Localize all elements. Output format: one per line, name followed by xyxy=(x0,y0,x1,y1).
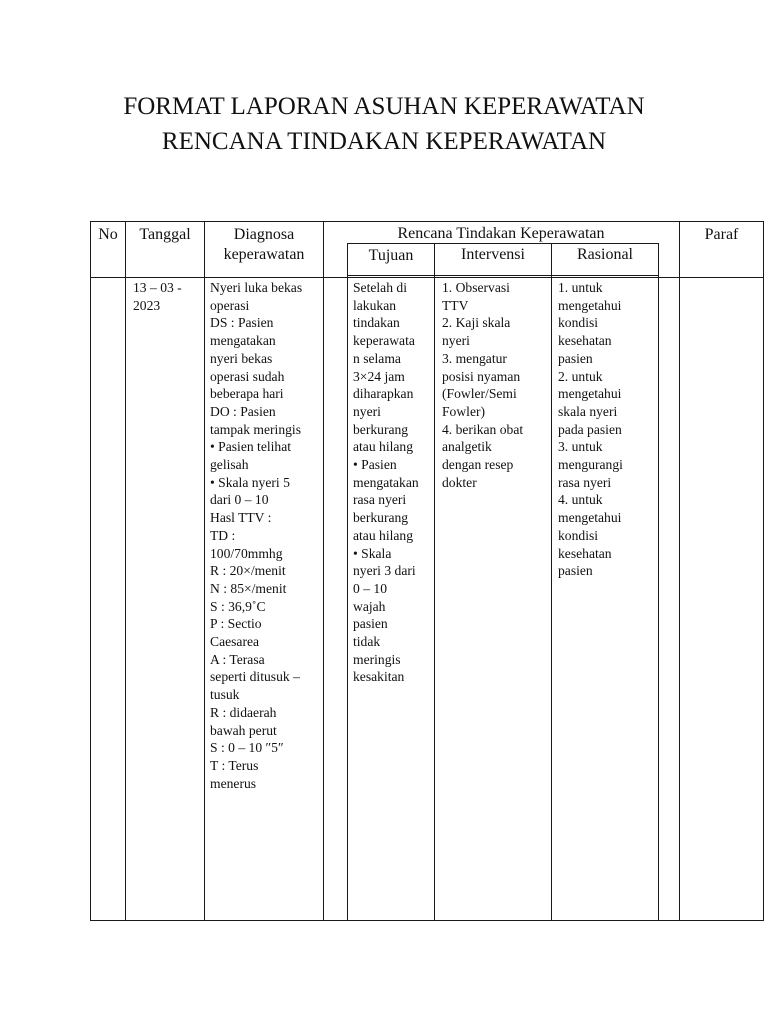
cell-intervensi: 1. Observasi TTV 2. Kaji skala nyeri 3. mengatur posisi nyaman (Fowler/Semi Fowler) 4. berikan obat analgetik dengan resep dokter xyxy=(442,280,524,490)
col-border-tanggal xyxy=(204,221,205,921)
col-border-no xyxy=(125,221,126,921)
header-paraf: Paraf xyxy=(704,226,739,243)
col-border-intervensi xyxy=(551,243,552,921)
header-diagnosa: Diagnosa keperawatan xyxy=(223,226,305,263)
title-line-1: FORMAT LAPORAN ASUHAN KEPERAWATAN xyxy=(123,93,645,120)
cell-tujuan: Setelah di lakukan tindakan keperawata n selama 3×24 jam diharapkan nyeri berkurang atau hilang • Pasien mengatakan rasa nyeri berkurang atau hilang • Skala nyeri 3 dari 0 – 10 wajah pasien tidak meringis kesakitan xyxy=(353,280,419,685)
col-border-left xyxy=(90,221,91,921)
header-rencana-tindakan: Rencana Tindakan Keperawatan xyxy=(397,225,605,242)
header-bottom-border xyxy=(90,277,764,278)
table-top-border xyxy=(90,221,764,222)
col-border-paraf xyxy=(679,221,680,921)
col-border-rencana-right xyxy=(658,243,659,921)
cell-tanggal: 13 – 03 - 2023 xyxy=(133,280,182,313)
header-intervensi: Intervensi xyxy=(461,246,525,263)
subheader-bottom-border xyxy=(347,275,658,276)
col-border-tujuan xyxy=(434,243,435,921)
header-tujuan: Tujuan xyxy=(368,247,414,264)
header-no: No xyxy=(98,226,118,243)
cell-diagnosa: Nyeri luka bekas operasi DS : Pasien mengatakan nyeri bekas operasi sudah beberapa hari DO : Pasien tampak meringis • Pasien telihat gelisah • Skala nyeri 5 dari 0 – 10 Hasl TTV : TD : 100/70mmhg R : 20×/menit N : 85×/menit S : 36,9˚C P : Sectio Caesarea A : Terasa seperti ditusuk – tusuk R : didaerah bawah perut S : 0 – 10 ″5″ T : Terus menerus xyxy=(210,280,303,791)
col-border-rencana-left xyxy=(347,243,348,921)
title-line-2: RENCANA TINDAKAN KEPERAWATAN xyxy=(161,128,607,155)
header-tanggal: Tanggal xyxy=(139,226,191,243)
cell-rasional: 1. untuk mengetahui kondisi kesehatan pasien 2. untuk mengetahui skala nyeri pada pasien 3. untuk mengurangi rasa nyeri 4. untuk mengetahui kondisi kesehatan pasien xyxy=(558,280,623,579)
col-border-right xyxy=(763,221,764,921)
header-rasional: Rasional xyxy=(577,246,633,263)
table-bottom-border xyxy=(90,920,764,921)
col-border-diagnosa xyxy=(323,221,324,921)
